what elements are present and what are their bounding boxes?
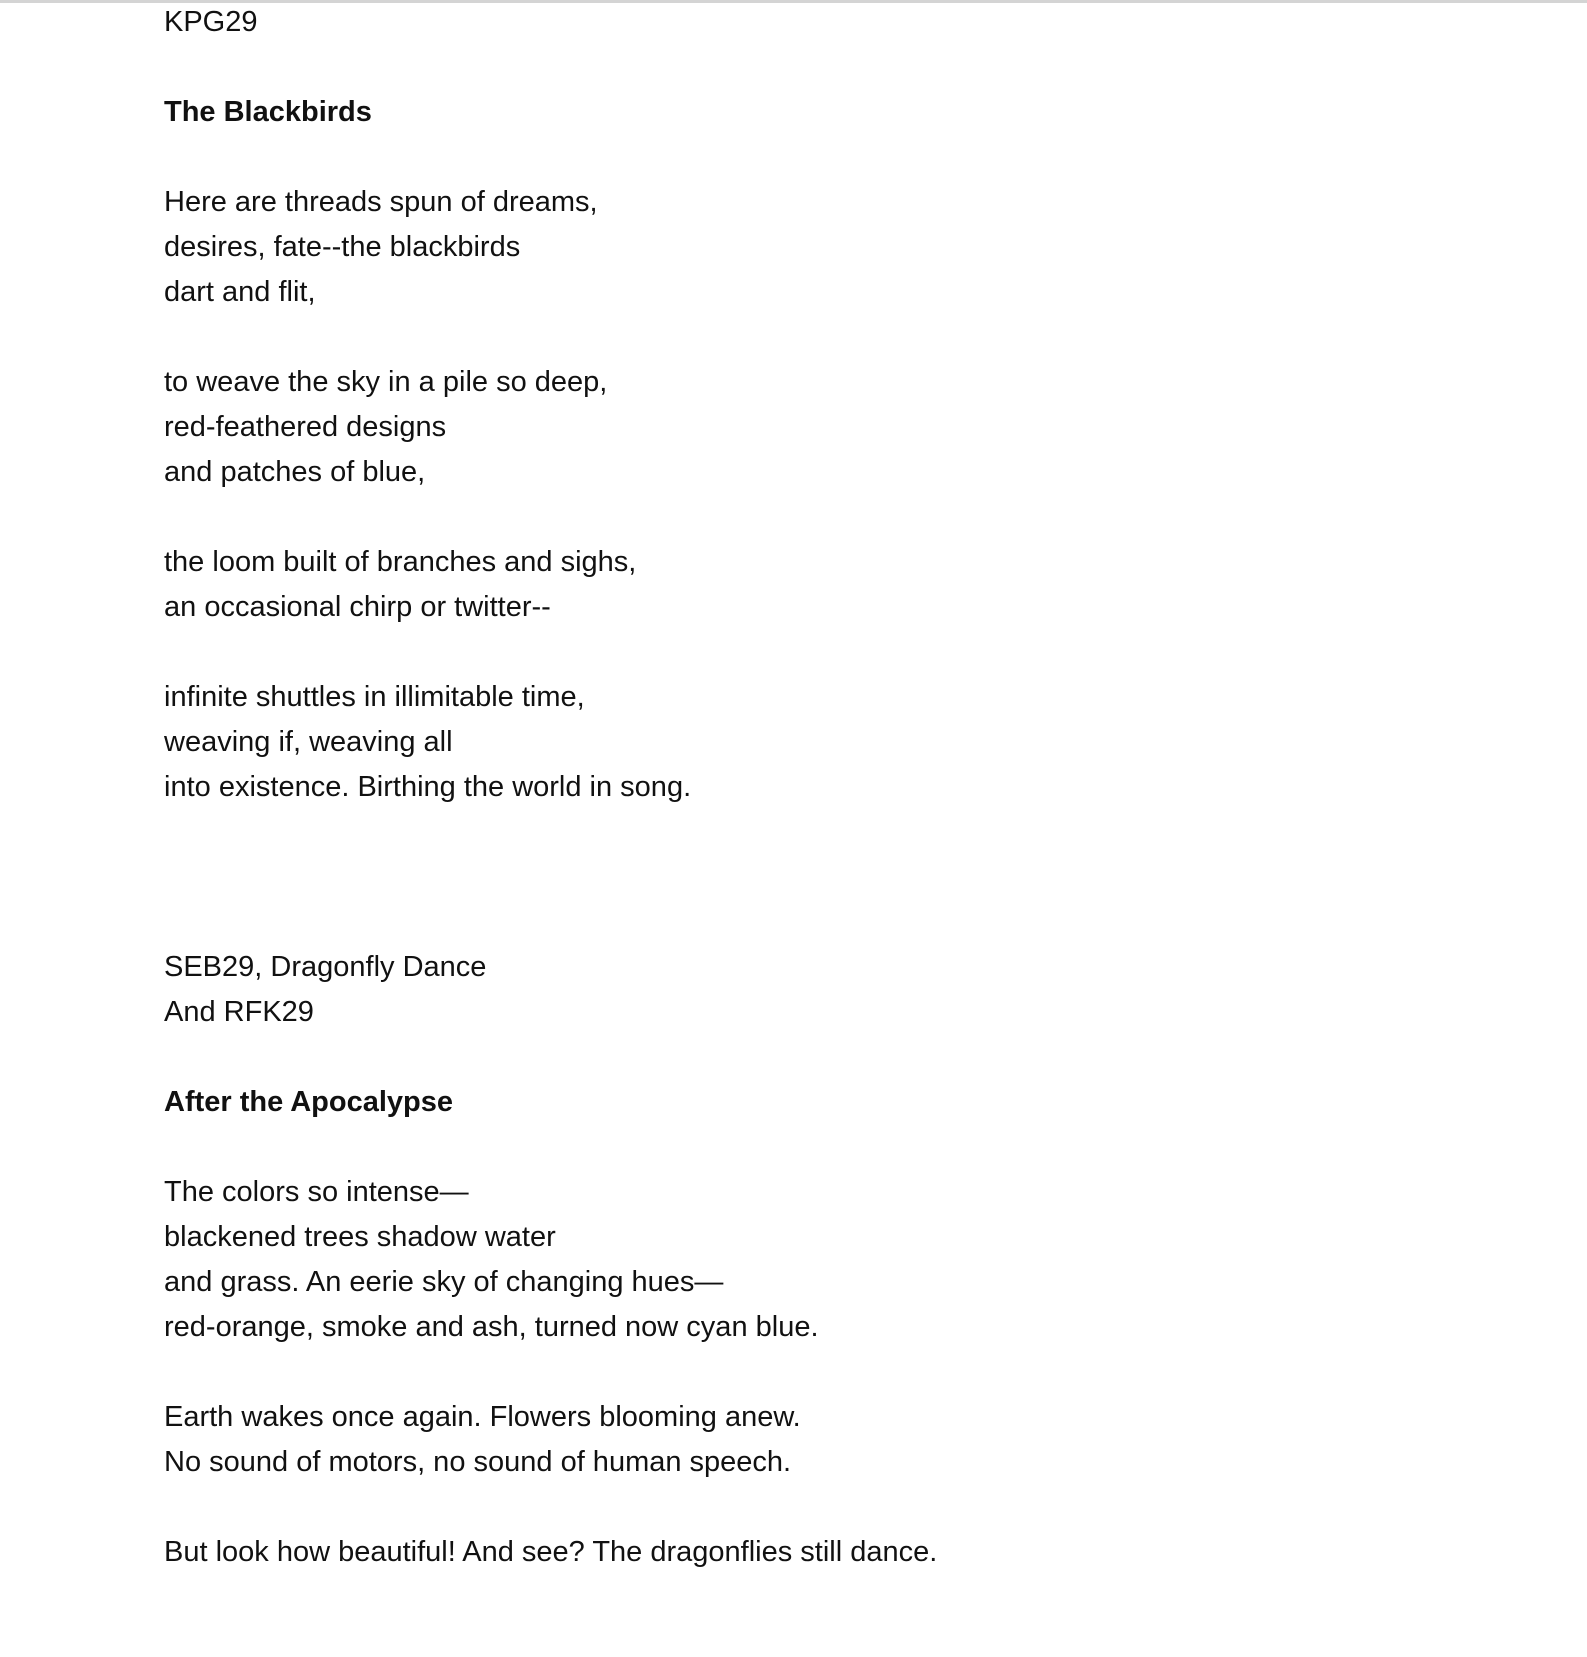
poem1-line: the loom built of branches and sighs, bbox=[164, 546, 637, 578]
poem2-line: blackened trees shadow water bbox=[164, 1221, 556, 1253]
poem2-title: After the Apocalypse bbox=[164, 1086, 453, 1118]
poem1-author: KPG29 bbox=[164, 6, 258, 38]
poem1-line: infinite shuttles in illimitable time, bbox=[164, 681, 585, 713]
poem1-line: and patches of blue, bbox=[164, 456, 426, 488]
top-border bbox=[0, 0, 1587, 3]
poem1-line: Here are threads spun of dreams, bbox=[164, 186, 598, 218]
poem2-author: And RFK29 bbox=[164, 996, 314, 1028]
poem1-line: dart and flit, bbox=[164, 276, 316, 308]
poem2-line: and grass. An eerie sky of changing hues— bbox=[164, 1266, 724, 1298]
poem2-author: SEB29, Dragonfly Dance bbox=[164, 951, 487, 983]
poem1-line: to weave the sky in a pile so deep, bbox=[164, 366, 608, 398]
poem1-line: red-feathered designs bbox=[164, 411, 447, 443]
poem1-line: desires, fate--the blackbirds bbox=[164, 231, 521, 263]
poem2-line: red-orange, smoke and ash, turned now cyan blue. bbox=[164, 1311, 819, 1343]
poem1-line: an occasional chirp or twitter-- bbox=[164, 591, 551, 623]
poem2-line: But look how beautiful! And see? The dragonflies still dance. bbox=[164, 1536, 938, 1568]
poem2-line: The colors so intense— bbox=[164, 1176, 469, 1208]
poem2-line: No sound of motors, no sound of human speech. bbox=[164, 1446, 792, 1478]
poem1-line: into existence. Birthing the world in song. bbox=[164, 771, 692, 803]
poem1-line: weaving if, weaving all bbox=[164, 726, 453, 758]
poem2-line: Earth wakes once again. Flowers blooming anew. bbox=[164, 1401, 801, 1433]
poem1-title: The Blackbirds bbox=[164, 96, 372, 128]
